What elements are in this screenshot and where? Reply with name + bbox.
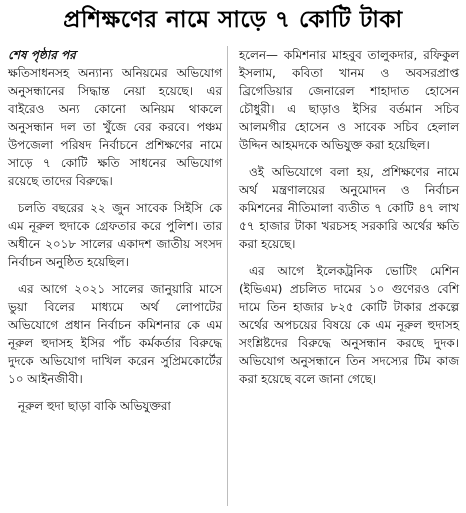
- paragraph: ক্ষতিসাধনসহ অন্যান্য অনিয়মের অভিযোগ অনুসন্ধানের সিদ্ধান্ত নেয়া হয়েছে। এর বাইরেও অন্য কোনো অনিয়ম থাকলে অনুসন্ধান দল তা খুঁজে বের করবে। পঞ্চম উপজেলা পরিষদ নির্বাচনে প্রশিক্ষণের নামে সাড়ে ৭ কোটি ক্ষতি সাধনের অভিযোগ রয়েছে তাদের বিরুদ্ধে।: [8, 66, 222, 188]
- paragraph: নূরুল হুদা ছাড়া বাকি অভিযুক্তরা: [18, 399, 171, 413]
- article-column-left: [8, 46, 222, 415]
- headline: প্রশিক্ষণের নামে সাড়ে ৭ কোটি টাকা: [63, 6, 403, 33]
- paragraph: এর আগে ইলেকট্রনিক ভোটিং মেশিন (ইভিএম) প্রচলিত দামের ১০ গুণেরও বেশি দামে তিন হাজার ৮২৫ কোটি টাকার প্রকল্পে অর্থের অপচয়ের বিষয়ে কে এম নূরুল হুদাসহ সংশ্লিষ্টদের বিরুদ্ধে অনুসন্ধান করছে দুদক। অভিযোগ অনুসন্ধানে তিন সদস্যের টিম কাজ করা হয়েছে বলে জানা গেছে।: [239, 264, 459, 386]
- column-divider: [227, 46, 228, 506]
- continuation-kicker: শেষ পৃষ্ঠার পর: [8, 48, 76, 62]
- paragraph: ওই অভিযোগে বলা হয়, প্রশিক্ষণের নামে অর্থ মন্ত্রণালয়ের অনুমোদন ও নির্বাচন কমিশনের নীতিমালা ব্যতীত ৭ কোটি ৪৭ লাখ ৫৭ হাজার টাকা খরচসহ সরকারি অর্থের ক্ষতি করা হয়েছে।: [239, 165, 459, 251]
- paragraph: হলেন— কমিশনার মাহবুব তালুকদার, রফিকুল ইসলাম, কবিতা খানম ও অবসরপ্রাপ্ত ব্রিগেডিয়ার জেনারেল শাহাদাত হোসেন চৌধুরী। এ ছাড়াও ইসির বর্তমান সচিব আলমগীর হোসেন ও সাবেক সচিব হেলাল উদ্দিন আহমদকে অভিযুক্ত করা হয়েছিল।: [239, 48, 459, 152]
- paragraph: চলতি বছরের ২২ জুন সাবেক সিইসি কে এম নূরুল হুদাকে গ্রেফতার করে পুলিশ। তার অধীনে ২০১৮ সালের একাদশ জাতীয় সংসদ নির্বাচন অনুষ্ঠিত হয়েছিল।: [8, 201, 222, 269]
- article-column-right: [239, 46, 459, 388]
- paragraph: এর আগে ২০২১ সালের জানুয়ারি মাসে ভুয়া বিলের মাধ্যমে অর্থ লোপাটের অভিযোগে প্রধান নির্বাচন কমিশনার কে এম নূরুল হুদাসহ ইসির পাঁচ কর্মকর্তার বিরুদ্ধে দুদকে অভিযোগ দাখিল করেন সুপ্রিমকোর্টের ১০ আইনজীবী।: [8, 282, 222, 386]
